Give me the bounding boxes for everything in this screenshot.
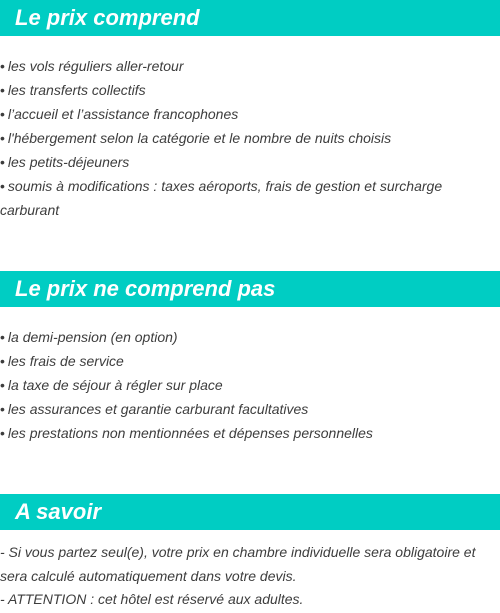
list-item xyxy=(0,373,500,397)
section-title: Le prix comprend xyxy=(0,0,500,36)
list-item xyxy=(0,174,500,222)
bullet-icon: • xyxy=(0,154,5,170)
list-item-text: les vols réguliers aller-retour xyxy=(7,58,184,74)
list-item xyxy=(0,54,500,78)
list-item xyxy=(0,397,500,421)
bullet-icon: • xyxy=(0,377,5,393)
bullet-icon: • xyxy=(0,58,5,74)
list-item xyxy=(0,126,500,150)
section-price-excludes xyxy=(0,271,500,445)
list-item xyxy=(0,421,500,445)
notes-list xyxy=(0,541,500,612)
bullet-icon: • xyxy=(0,130,5,146)
bullet-icon: • xyxy=(0,82,5,98)
bullet-icon: • xyxy=(0,353,5,369)
list-item xyxy=(0,150,500,174)
list-item xyxy=(0,102,500,126)
list-item: - Si vous partez seul(e), votre prix en chambre individuelle sera obligatoire et sera calculé automatiquement dans votre devis. xyxy=(0,544,476,584)
list-item-text: l'hébergement selon la catégorie et le nombre de nuits choisis xyxy=(7,130,392,146)
bullet-icon: • xyxy=(0,178,5,194)
section-title: A savoir xyxy=(0,494,500,530)
included-list xyxy=(0,54,500,222)
section-title: Le prix ne comprend pas xyxy=(0,271,500,307)
bullet-icon: • xyxy=(0,425,5,441)
list-item-text: l’accueil et l’assistance francophones xyxy=(7,106,239,122)
list-item-text: la taxe de séjour à régler sur place xyxy=(7,377,223,393)
list-item-text: les petits-déjeuners xyxy=(7,154,130,170)
list-item xyxy=(0,325,500,349)
list-item-text: la demi-pension (en option) xyxy=(7,329,178,345)
list-item-text: les prestations non mentionnées et dépenses personnelles xyxy=(7,425,373,441)
section-price-includes xyxy=(0,0,500,222)
list-item-text: les transferts collectifs xyxy=(7,82,146,98)
bullet-icon: • xyxy=(0,401,5,417)
list-item xyxy=(0,78,500,102)
list-item: - ATTENTION : cet hôtel est réservé aux adultes. xyxy=(0,591,304,607)
bullet-icon: • xyxy=(0,329,5,345)
list-item-text: soumis à modifications : taxes aéroports, frais de gestion et surcharge carburant xyxy=(0,178,443,218)
list-item xyxy=(0,349,500,373)
bullet-icon: • xyxy=(0,106,5,122)
list-item-text: les frais de service xyxy=(7,353,124,369)
list-item-text: les assurances et garantie carburant facultatives xyxy=(7,401,309,417)
excluded-list xyxy=(0,325,500,445)
section-good-to-know xyxy=(0,494,500,612)
